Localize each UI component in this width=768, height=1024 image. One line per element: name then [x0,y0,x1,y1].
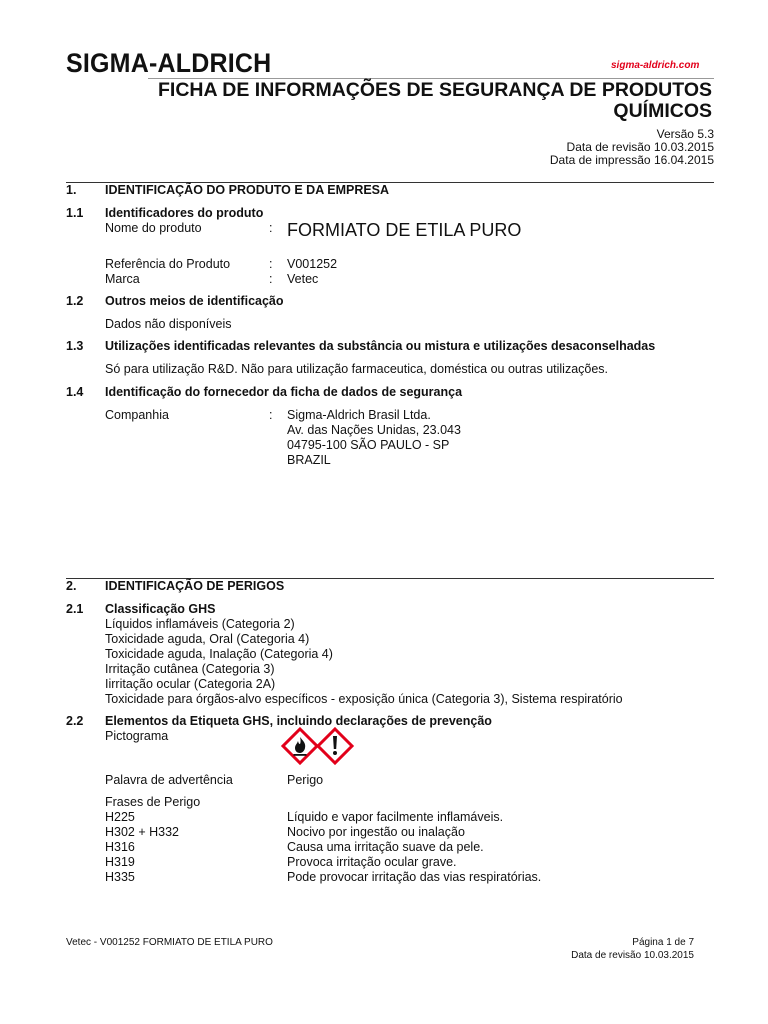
subsection-number: 1.4 [66,385,84,399]
signal-word: Perigo [287,773,324,787]
subsection-title: Elementos da Etiqueta GHS, incluindo declarações de prevenção [105,714,492,728]
subsection-title: Utilizações identificadas relevantes da substância ou mistura e utilizações desaconselhadas [105,339,656,353]
product-name: FORMIATO DE ETILA PURO [287,220,522,240]
subsection-title: Identificadores do produto [105,206,264,220]
revision-date: Data de revisão 10.03.2015 [566,140,714,154]
ghs-class-item: Iirritação ocular (Categoria 2A) [105,677,276,691]
section-title: IDENTIFICAÇÃO DE PERIGOS [105,579,285,593]
version: Versão 5.3 [656,127,714,141]
hazard-code: H335 [105,870,135,884]
colon: : [269,221,273,235]
footer-revision-date: Data de revisão 10.03.2015 [571,950,694,961]
company-label: Companhia [105,408,169,422]
address-line: BRAZIL [287,453,331,467]
section-number: 2. [66,579,77,593]
subsection-number: 1.3 [66,339,84,353]
brand-value: Vetec [287,272,319,286]
hazard-code: H302 + H332 [105,825,180,839]
body-text: Dados não disponíveis [105,317,232,331]
colon: : [269,408,273,422]
signal-word-label: Palavra de advertência [105,773,233,787]
pictogram-label: Pictograma [105,729,169,743]
flame-pictogram-icon [281,727,319,765]
hazard-text: Nocivo por ingestão ou inalação [287,825,465,839]
subsection-title: Identificação do fornecedor da ficha de dados de segurança [105,385,463,399]
ghs-class-item: Toxicidade aguda, Inalação (Categoria 4) [105,647,333,661]
product-ref-label: Referência do Produto [105,257,231,271]
hazard-text: Líquido e vapor facilmente inflamáveis. [287,810,504,824]
brand-label: Marca [105,272,140,286]
document-title: FICHA DE INFORMAÇÕES DE SEGURANÇA DE PRODUTOS QUÍMICOS [158,79,712,122]
hazard-text: Pode provocar irritação das vias respiratórias. [287,870,542,884]
subsection-number: 2.2 [66,714,84,728]
subsection-number: 1.1 [66,206,84,220]
body-text: Só para utilização R&D. Não para utilização farmaceutica, doméstica ou outras utilizações. [105,362,609,376]
address-line: Sigma-Aldrich Brasil Ltda. [287,408,431,422]
section-title: IDENTIFICAÇÃO DO PRODUTO E DA EMPRESA [105,183,390,197]
brand-url[interactable]: sigma-aldrich.com [611,60,700,71]
hazard-phrases-label: Frases de Perigo [105,795,201,809]
subsection-title: Outros meios de identificação [105,294,284,308]
subsection-number: 2.1 [66,602,84,616]
hazard-text: Provoca irritação ocular grave. [287,855,457,869]
address-line: 04795-100 SÃO PAULO - SP [287,438,450,452]
colon: : [269,272,273,286]
hazard-code: H225 [105,810,135,824]
ghs-class-item: Toxicidade aguda, Oral (Categoria 4) [105,632,310,646]
address-line: Av. das Nações Unidas, 23.043 [287,423,461,437]
ghs-class-item: Líquidos inflamáveis (Categoria 2) [105,617,295,631]
exclamation-pictogram-icon [316,727,354,765]
ghs-class-item: Toxicidade para órgãos-alvo específicos - exposição única (Categoria 3), Sistema respiratório [105,692,623,706]
hazard-code: H316 [105,840,135,854]
section-number: 1. [66,183,77,197]
hazard-code: H319 [105,855,135,869]
colon: : [269,257,273,271]
footer-page-number: Página 1 de 7 [632,937,694,948]
subsection-title: Classificação GHS [105,602,216,616]
product-ref: V001252 [287,257,338,271]
footer-product: Vetec - V001252 FORMIATO DE ETILA PURO [66,937,273,948]
product-name-label: Nome do produto [105,221,202,235]
brand-logo-text: SIGMA-ALDRICH [66,48,272,79]
hazard-text: Causa uma irritação suave da pele. [287,840,484,854]
ghs-class-item: Irritação cutânea (Categoria 3) [105,662,275,676]
subsection-number: 1.2 [66,294,84,308]
print-date: Data de impressão 16.04.2015 [549,153,714,167]
